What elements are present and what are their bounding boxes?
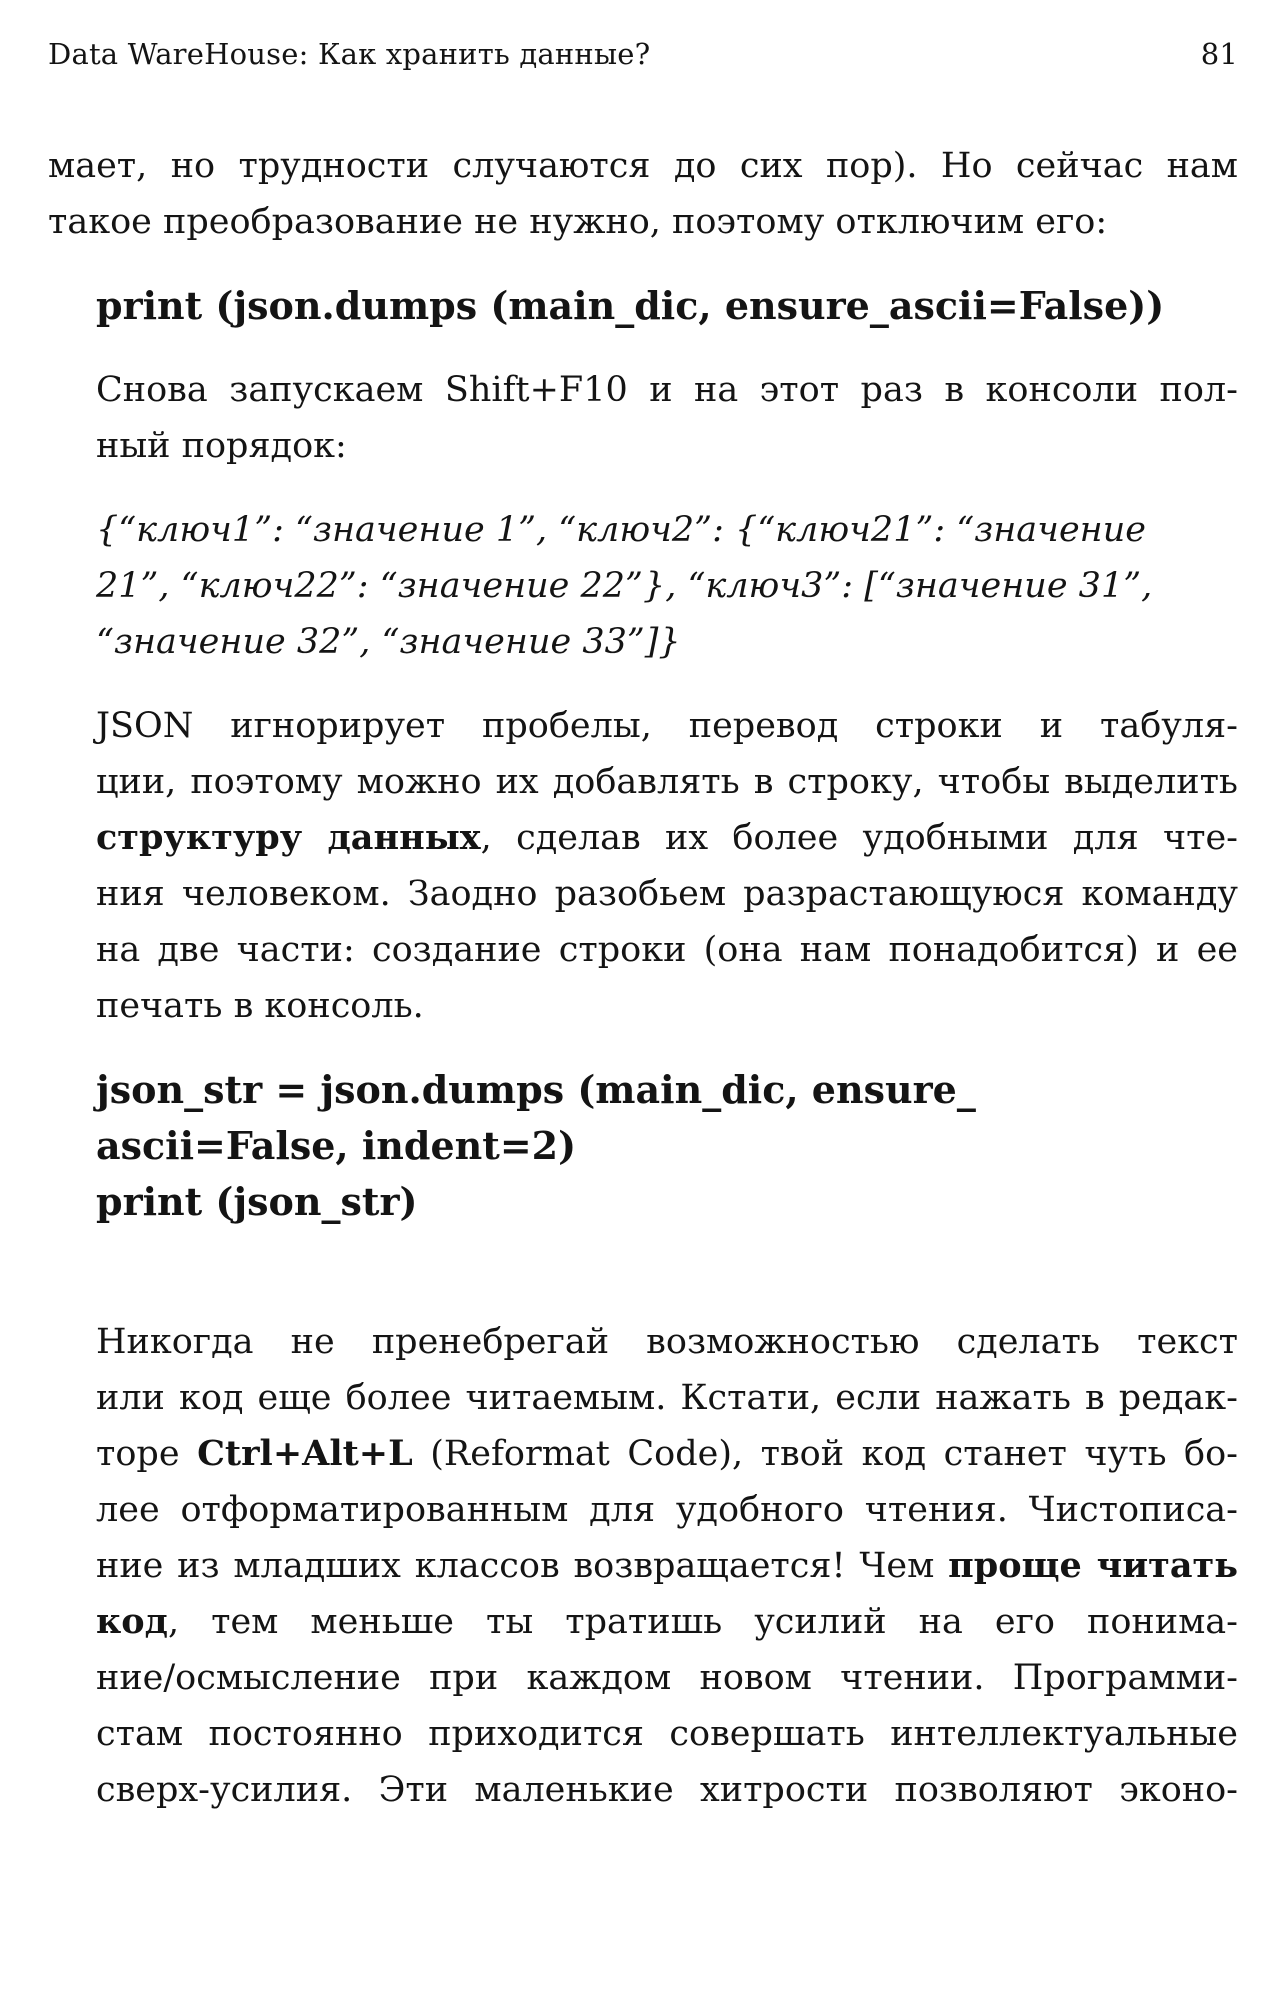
- text-line: ции, поэтому можно их добавлять в строку, чтобы выделить: [96, 762, 1238, 802]
- bold-phrase: проще читать: [948, 1545, 1238, 1586]
- text-line: на две части: создание строки (она нам понадобится) и ее: [96, 930, 1238, 970]
- bold-phrase: код: [96, 1601, 168, 1642]
- code-line: ascii=False, indent=2): [96, 1123, 577, 1168]
- rerun-paragraph: [48, 362, 1238, 474]
- json-output-block: [48, 502, 1238, 670]
- page-number: 81: [1200, 37, 1238, 71]
- text-line: или код еще более читаемым. Кстати, если нажать в редак-: [96, 1378, 1238, 1418]
- json-line: “значение 32”, “значение 33”]}: [96, 622, 681, 662]
- text-line: Никогда не пренебрегай возможностью сделать текст: [96, 1322, 1238, 1362]
- code-line: print (json_str): [96, 1179, 418, 1224]
- bold-term: структуру данных: [96, 817, 481, 858]
- text-fragment: , сделав их более удобными для чте-: [480, 818, 1238, 858]
- text-line: лее отформатированным для удобного чтения. Чистописа-: [96, 1490, 1238, 1530]
- code-line: json_str = json.dumps (main_dic, ensure_: [96, 1067, 976, 1112]
- json-whitespace-paragraph: [48, 698, 1238, 1034]
- text-line: стам постоянно приходится совершать интеллектуальные: [96, 1714, 1238, 1754]
- text-line: [48, 1538, 1238, 1594]
- text-fragment: ние из младших классов возвращается! Чем: [96, 1546, 949, 1586]
- text-line: [48, 810, 1238, 866]
- text-fragment: (Reformat Code), твой код станет чуть бо-: [412, 1434, 1238, 1474]
- text-line: Снова запускаем Shift+F10 и на этот раз в консоли пол-: [96, 370, 1238, 410]
- text-line: такое преобразование не нужно, поэтому отключим его:: [48, 202, 1108, 242]
- text-line: сверх-усилия. Эти маленькие хитрости позволяют эконо-: [96, 1770, 1238, 1810]
- running-header: [48, 32, 1238, 76]
- json-line: 21”, “ключ22”: “значение 22”}, “ключ3”: [“значение 31”,: [96, 566, 1153, 606]
- readability-tip-paragraph: [48, 1314, 1238, 1818]
- text-line: [48, 1426, 1238, 1482]
- code-block-json-str: [48, 1062, 1238, 1230]
- text-line: [48, 1594, 1238, 1650]
- page-body: [48, 138, 1238, 1818]
- text-line: печать в консоль.: [96, 986, 424, 1026]
- text-line: JSON игнорирует пробелы, перевод строки и табуля-: [96, 706, 1238, 746]
- shortcut-keys: Ctrl+Alt+L: [197, 1433, 413, 1474]
- intro-paragraph: [48, 138, 1238, 250]
- json-line: {“ключ1”: “значение 1”, “ключ2”: {“ключ21”: “значение: [96, 510, 1146, 550]
- text-fragment: торе: [96, 1434, 198, 1474]
- chapter-title: Data WareHouse: Как хранить данные?: [48, 37, 651, 71]
- text-line: ния человеком. Заодно разобьем разрастающуюся команду: [96, 874, 1238, 914]
- code-line: print (json.dumps (main_dic, ensure_ascii=False)): [96, 283, 1165, 328]
- code-block-print-dumps: [48, 278, 1238, 334]
- text-line: мает, но трудности случаются до сих пор). Но сейчас нам: [48, 146, 1238, 186]
- text-fragment: , тем меньше ты тратишь усилий на его понима-: [167, 1602, 1238, 1642]
- text-line: ный порядок:: [96, 426, 347, 466]
- text-line: ние/осмысление при каждом новом чтении. Программи-: [96, 1658, 1238, 1698]
